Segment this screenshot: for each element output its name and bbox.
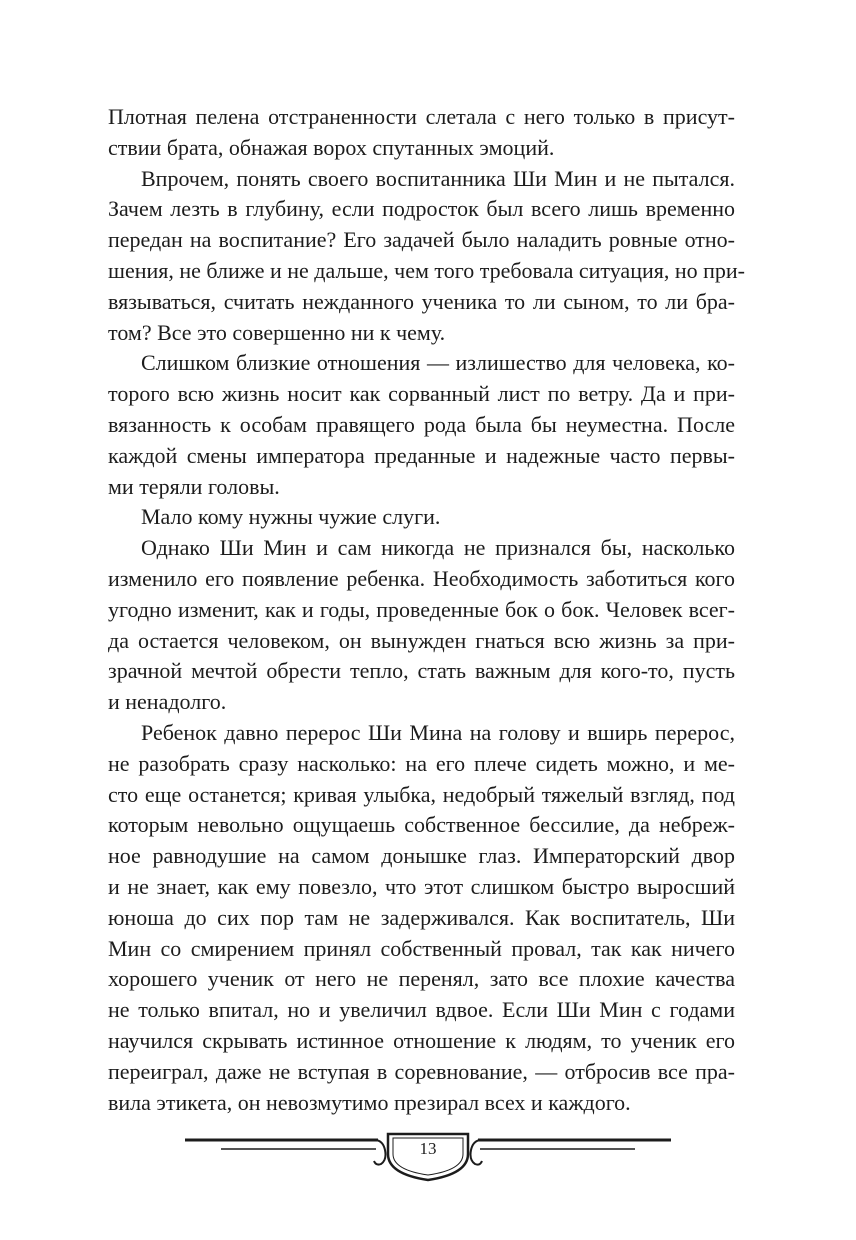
text-line: хорошего ученик от него не перенял, зато все плохие качества [108, 966, 735, 992]
text-line: зрачной мечтой обрести тепло, стать важным для кого-то, пусть [108, 658, 735, 684]
paragraph [108, 348, 735, 502]
paragraph [108, 502, 735, 533]
text-line: вязанность к особам правящего рода была бы неуместна. После [108, 411, 735, 437]
text-line: и не знает, как ему повезло, что этот слишком быстро выросший [108, 873, 735, 899]
text-line: Слишком близкие отношения — излишество для человека, ко- [141, 350, 735, 376]
text-line: Зачем лезть в глубину, если подросток был всего лишь временно [108, 196, 735, 222]
text-line: научился скрывать истинное отношение к людям, то ученик его [108, 1027, 735, 1053]
page-footer [183, 1128, 673, 1188]
text-line: изменило его появление ребенка. Необходимость заботиться кого [108, 565, 735, 591]
text-line: не только впитал, но и увеличил вдвое. Если Ши Мин с годами [108, 997, 735, 1023]
text-line: шения, не ближе и не дальше, чем того требовала ситуация, но при- [108, 257, 746, 283]
text-line: Плотная пелена отстраненности слетала с него только в присут- [108, 104, 735, 129]
text-line: вязываться, считать нежданного ученика то ли сыном, то ли бра- [108, 288, 735, 314]
paragraph [108, 718, 735, 1118]
text-line: вила этикета, он невозмутимо презирал всех и каждого. [108, 1089, 631, 1115]
page-body-text [108, 102, 746, 1118]
text-line: каждой смены императора преданные и надежные часто первы- [108, 442, 735, 468]
paragraph [108, 102, 735, 164]
text-line: которым невольно ощущаешь собственное бессилие, да небреж- [108, 812, 735, 838]
text-line: Мало кому нужны чужие слуги. [141, 504, 441, 530]
text-line: сто еще останется; кривая улыбка, недобрый тяжелый взгляд, под [108, 781, 735, 807]
paragraph [108, 164, 746, 349]
page-number: 13 [419, 1139, 437, 1158]
text-line: торого всю жизнь носит как сорванный лист по ветру. Да и при- [108, 381, 735, 407]
text-line: и ненадолго. [108, 689, 227, 715]
text-line: переиграл, даже не вступая в соревнование, — отбросив все пра- [108, 1058, 735, 1084]
paragraph [108, 533, 735, 718]
text-line: Однако Ши Мин и сам никогда не признался бы, насколько [141, 535, 735, 561]
text-line: Впрочем, понять своего воспитанника Ши Мин и не пытался. [141, 165, 735, 191]
text-line: передан на воспитание? Его задачей было наладить ровные отно- [108, 227, 735, 253]
text-line: угодно изменит, как и годы, проведенные бок о бок. Человек всег- [108, 596, 735, 622]
text-line: Мин со смирением принял собственный провал, так как ничего [108, 935, 735, 961]
text-line: ное равнодушие на самом донышке глаз. Императорский двор [108, 843, 735, 869]
text-line: да остается человеком, он вынужден гнаться всю жизнь за при- [108, 627, 735, 653]
text-line: Ребенок давно перерос Ши Мина на голову и вширь перерос, [141, 719, 735, 745]
text-line: ми теряли головы. [108, 473, 280, 499]
text-line: не разобрать сразу насколько: на его плече сидеть можно, и ме- [108, 750, 735, 776]
text-line: том? Все это совершенно ни к чему. [108, 319, 446, 345]
text-line: юноша до сих пор там не задерживался. Как воспитатель, Ши [108, 904, 735, 930]
text-line: ствии брата, обнажая ворох спутанных эмоций. [108, 134, 555, 160]
